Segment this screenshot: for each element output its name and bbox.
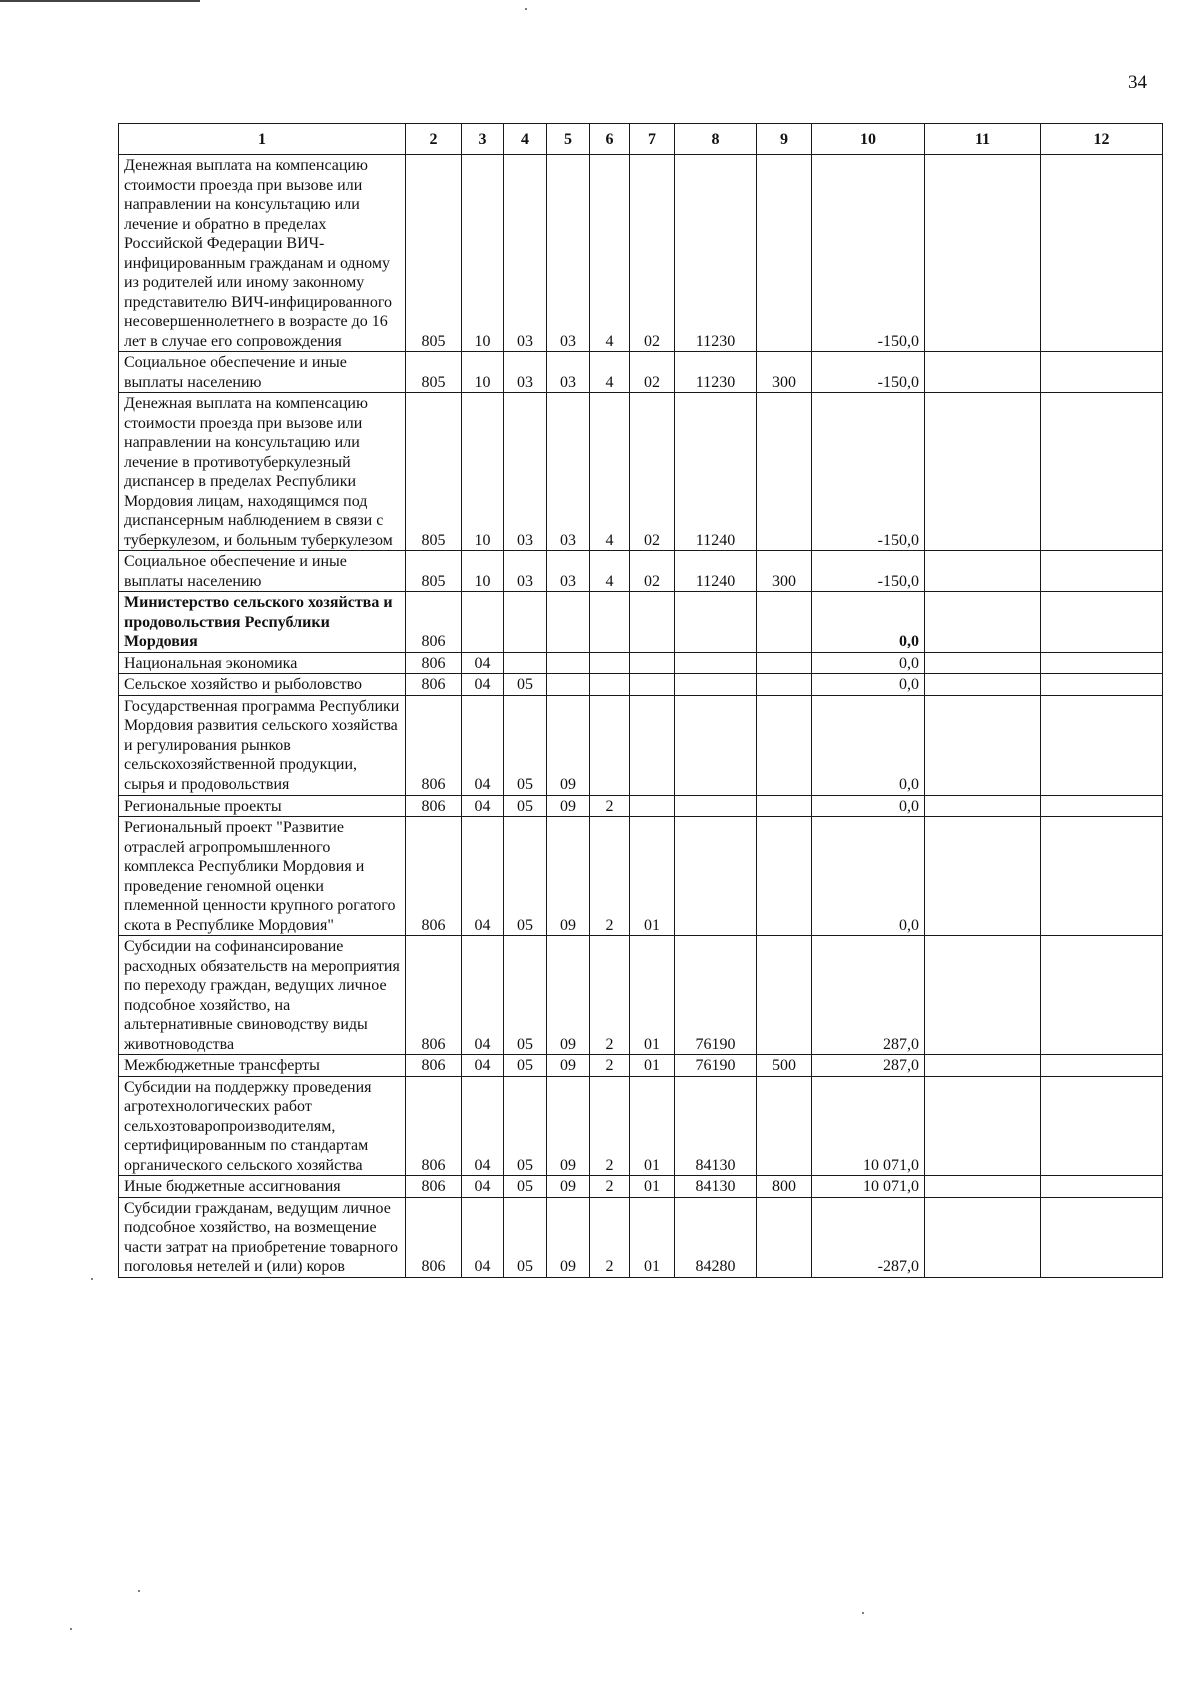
amount-change-cell-11 — [925, 155, 1041, 352]
column-header: 10 — [812, 124, 925, 155]
column-header: 12 — [1041, 124, 1163, 155]
scan-speck — [525, 8, 527, 10]
code-cell-col4: 05 — [504, 1076, 547, 1176]
code-cell-col3 — [462, 592, 504, 653]
code-cell-col9 — [757, 936, 812, 1055]
code-cell-col8 — [675, 592, 757, 653]
amount-change-cell-11 — [925, 936, 1041, 1055]
amount-cell: 0,0 — [812, 592, 925, 653]
code-cell-col3: 04 — [462, 1197, 504, 1277]
table-body — [119, 155, 1163, 1278]
amount-change-cell-11 — [925, 1076, 1041, 1176]
code-cell-col6: 4 — [590, 393, 630, 551]
code-cell-col9 — [757, 1197, 812, 1277]
code-cell-col2: 805 — [406, 155, 462, 352]
code-cell-col4 — [504, 652, 547, 674]
table-row — [119, 695, 1163, 795]
row-name-cell: Межбюджетные трансферты — [119, 1055, 406, 1077]
code-cell-col6 — [590, 674, 630, 696]
column-header: 9 — [757, 124, 812, 155]
code-cell-col4: 05 — [504, 1197, 547, 1277]
code-cell-col9 — [757, 674, 812, 696]
row-name-cell: Министерство сельского хозяйства и продовольствия Республики Мордовия — [119, 592, 406, 653]
code-cell-col7 — [630, 795, 675, 817]
amount-change-cell-12 — [1041, 1176, 1163, 1198]
amount-change-cell-12 — [1041, 1055, 1163, 1077]
code-cell-col2: 805 — [406, 393, 462, 551]
code-cell-col2: 806 — [406, 1197, 462, 1277]
code-cell-col6: 2 — [590, 936, 630, 1055]
column-header: 1 — [119, 124, 406, 155]
code-cell-col9 — [757, 155, 812, 352]
code-cell-col7 — [630, 592, 675, 653]
scan-speck — [70, 1628, 72, 1630]
scan-speck — [91, 1278, 93, 1280]
code-cell-col9: 800 — [757, 1176, 812, 1198]
code-cell-col3: 04 — [462, 695, 504, 795]
code-cell-col9 — [757, 1076, 812, 1176]
code-cell-col8: 84130 — [675, 1176, 757, 1198]
row-name-cell: Национальная экономика — [119, 652, 406, 674]
code-cell-col8: 84280 — [675, 1197, 757, 1277]
code-cell-col4: 05 — [504, 936, 547, 1055]
code-cell-col6: 4 — [590, 551, 630, 592]
amount-change-cell-12 — [1041, 393, 1163, 551]
code-cell-col2: 806 — [406, 592, 462, 653]
code-cell-col8: 11240 — [675, 393, 757, 551]
code-cell-col9: 300 — [757, 352, 812, 393]
table-row — [119, 1076, 1163, 1176]
table-row — [119, 795, 1163, 817]
amount-change-cell-12 — [1041, 652, 1163, 674]
code-cell-col7: 02 — [630, 551, 675, 592]
code-cell-col2: 806 — [406, 795, 462, 817]
row-name-cell: Региональные проекты — [119, 795, 406, 817]
table-row — [119, 352, 1163, 393]
code-cell-col9: 500 — [757, 1055, 812, 1077]
code-cell-col2: 806 — [406, 817, 462, 936]
code-cell-col9 — [757, 592, 812, 653]
column-header: 3 — [462, 124, 504, 155]
code-cell-col8: 84130 — [675, 1076, 757, 1176]
code-cell-col5: 03 — [547, 551, 590, 592]
code-cell-col5: 03 — [547, 352, 590, 393]
code-cell-col4: 03 — [504, 393, 547, 551]
code-cell-col7 — [630, 674, 675, 696]
row-name-cell: Сельское хозяйство и рыболовство — [119, 674, 406, 696]
amount-cell: 287,0 — [812, 1055, 925, 1077]
code-cell-col4: 03 — [504, 155, 547, 352]
code-cell-col2: 806 — [406, 695, 462, 795]
row-name-cell: Субсидии на поддержку проведения агротехнологических работ сельхозтоваропроизводителям, сертифицированным по стандартам органического сельского хозяйства — [119, 1076, 406, 1176]
code-cell-col6: 2 — [590, 795, 630, 817]
code-cell-col3: 10 — [462, 393, 504, 551]
amount-change-cell-11 — [925, 695, 1041, 795]
amount-cell: 0,0 — [812, 795, 925, 817]
code-cell-col3: 04 — [462, 936, 504, 1055]
code-cell-col2: 806 — [406, 674, 462, 696]
amount-cell: -150,0 — [812, 393, 925, 551]
table-row — [119, 1055, 1163, 1077]
amount-change-cell-11 — [925, 393, 1041, 551]
code-cell-col8 — [675, 695, 757, 795]
code-cell-col8: 11240 — [675, 551, 757, 592]
column-header: 5 — [547, 124, 590, 155]
code-cell-col4: 05 — [504, 1176, 547, 1198]
code-cell-col9 — [757, 695, 812, 795]
code-cell-col6: 2 — [590, 1176, 630, 1198]
amount-change-cell-11 — [925, 1055, 1041, 1077]
code-cell-col5: 03 — [547, 155, 590, 352]
code-cell-col8 — [675, 652, 757, 674]
amount-change-cell-11 — [925, 551, 1041, 592]
code-cell-col4: 05 — [504, 817, 547, 936]
code-cell-col3: 10 — [462, 551, 504, 592]
code-cell-col4: 05 — [504, 1055, 547, 1077]
code-cell-col8: 11230 — [675, 352, 757, 393]
column-header: 6 — [590, 124, 630, 155]
code-cell-col8 — [675, 674, 757, 696]
amount-change-cell-12 — [1041, 1076, 1163, 1176]
table-row — [119, 1176, 1163, 1198]
amount-cell: -287,0 — [812, 1197, 925, 1277]
code-cell-col7: 01 — [630, 1197, 675, 1277]
column-header: 7 — [630, 124, 675, 155]
amount-change-cell-11 — [925, 674, 1041, 696]
code-cell-col7: 01 — [630, 1076, 675, 1176]
table-row — [119, 817, 1163, 936]
code-cell-col3: 10 — [462, 155, 504, 352]
amount-change-cell-11 — [925, 592, 1041, 653]
code-cell-col7: 01 — [630, 1055, 675, 1077]
code-cell-col3: 04 — [462, 817, 504, 936]
table-row — [119, 551, 1163, 592]
code-cell-col2: 806 — [406, 1055, 462, 1077]
amount-cell: 0,0 — [812, 674, 925, 696]
table-row — [119, 652, 1163, 674]
code-cell-col9 — [757, 795, 812, 817]
amount-change-cell-12 — [1041, 795, 1163, 817]
code-cell-col6 — [590, 652, 630, 674]
amount-change-cell-12 — [1041, 155, 1163, 352]
amount-cell: 10 071,0 — [812, 1076, 925, 1176]
code-cell-col8: 76190 — [675, 936, 757, 1055]
code-cell-col3: 04 — [462, 795, 504, 817]
code-cell-col7: 01 — [630, 817, 675, 936]
code-cell-col9 — [757, 393, 812, 551]
table-row — [119, 674, 1163, 696]
column-header: 4 — [504, 124, 547, 155]
amount-cell: -150,0 — [812, 551, 925, 592]
code-cell-col3: 04 — [462, 674, 504, 696]
code-cell-col9: 300 — [757, 551, 812, 592]
column-header: 8 — [675, 124, 757, 155]
row-name-cell: Иные бюджетные ассигнования — [119, 1176, 406, 1198]
code-cell-col8: 76190 — [675, 1055, 757, 1077]
amount-change-cell-12 — [1041, 695, 1163, 795]
row-name-cell: Социальное обеспечение и иные выплаты населению — [119, 551, 406, 592]
code-cell-col6: 2 — [590, 1055, 630, 1077]
amount-change-cell-12 — [1041, 352, 1163, 393]
code-cell-col7: 02 — [630, 155, 675, 352]
amount-change-cell-11 — [925, 795, 1041, 817]
page-number: 34 — [1128, 72, 1147, 93]
code-cell-col2: 806 — [406, 936, 462, 1055]
row-name-cell: Социальное обеспечение и иные выплаты населению — [119, 352, 406, 393]
amount-change-cell-12 — [1041, 551, 1163, 592]
amount-change-cell-11 — [925, 352, 1041, 393]
amount-change-cell-12 — [1041, 936, 1163, 1055]
code-cell-col2: 805 — [406, 551, 462, 592]
code-cell-col8 — [675, 817, 757, 936]
amount-cell: 287,0 — [812, 936, 925, 1055]
row-name-cell: Денежная выплата на компенсацию стоимости проезда при вызове или направлении на консультацию или лечение в противотуберкулезный диспансер в пределах Республики Мордовия лицам, находящимся под диспансерным наблюдением в связи с туберкулезом, и больным туберкулезом — [119, 393, 406, 551]
code-cell-col7: 01 — [630, 1176, 675, 1198]
code-cell-col3: 04 — [462, 652, 504, 674]
code-cell-col2: 806 — [406, 652, 462, 674]
amount-cell: 0,0 — [812, 817, 925, 936]
table-header-row — [119, 124, 1163, 155]
table-row — [119, 1197, 1163, 1277]
code-cell-col5: 03 — [547, 393, 590, 551]
code-cell-col4: 05 — [504, 695, 547, 795]
scan-speck — [862, 1612, 864, 1614]
row-name-cell: Денежная выплата на компенсацию стоимости проезда при вызове или направлении на консультацию или лечение и обратно в пределах Российской Федерации ВИЧ-инфицированным гражданам и одному из родителей или иному законному представителю ВИЧ-инфицированного несовершеннолетнего в возрасте до 16 лет в случае его сопровождения — [119, 155, 406, 352]
code-cell-col5: 09 — [547, 1055, 590, 1077]
code-cell-col5 — [547, 674, 590, 696]
code-cell-col9 — [757, 652, 812, 674]
code-cell-col3: 10 — [462, 352, 504, 393]
code-cell-col3: 04 — [462, 1176, 504, 1198]
code-cell-col5: 09 — [547, 817, 590, 936]
scan-edge-mark — [0, 0, 200, 2]
table-row — [119, 592, 1163, 653]
code-cell-col2: 805 — [406, 352, 462, 393]
row-name-cell: Субсидии на софинансирование расходных обязательств на мероприятия по переходу граждан, ведущих личное подсобное хозяйство, на альтернативные свиноводству виды животноводства — [119, 936, 406, 1055]
code-cell-col7 — [630, 652, 675, 674]
code-cell-col5: 09 — [547, 1076, 590, 1176]
row-name-cell: Государственная программа Республики Мордовия развития сельского хозяйства и регулирования рынков сельскохозяйственной продукции, сырья и продовольствия — [119, 695, 406, 795]
code-cell-col7: 02 — [630, 393, 675, 551]
scan-speck — [138, 1590, 140, 1592]
code-cell-col7: 01 — [630, 936, 675, 1055]
code-cell-col7: 02 — [630, 352, 675, 393]
amount-change-cell-11 — [925, 817, 1041, 936]
amount-change-cell-12 — [1041, 817, 1163, 936]
amount-change-cell-12 — [1041, 674, 1163, 696]
code-cell-col6: 2 — [590, 817, 630, 936]
amount-cell: 0,0 — [812, 652, 925, 674]
code-cell-col4: 03 — [504, 352, 547, 393]
amount-cell: 0,0 — [812, 695, 925, 795]
row-name-cell: Субсидии гражданам, ведущим личное подсобное хозяйство, на возмещение части затрат на приобретение товарного поголовья нетелей и (или) коров — [119, 1197, 406, 1277]
code-cell-col5: 09 — [547, 1176, 590, 1198]
code-cell-col5: 09 — [547, 1197, 590, 1277]
code-cell-col5 — [547, 652, 590, 674]
amount-change-cell-12 — [1041, 592, 1163, 653]
code-cell-col9 — [757, 817, 812, 936]
row-name-cell: Региональный проект "Развитие отраслей агропромышленного комплекса Республики Мордовия и проведение геномной оценки племенной ценности крупного рогатого скота в Республике Мордовия" — [119, 817, 406, 936]
code-cell-col5: 09 — [547, 936, 590, 1055]
code-cell-col2: 806 — [406, 1176, 462, 1198]
table-row — [119, 155, 1163, 352]
code-cell-col4: 05 — [504, 795, 547, 817]
table-row — [119, 936, 1163, 1055]
amount-cell: -150,0 — [812, 352, 925, 393]
table-row — [119, 393, 1163, 551]
code-cell-col5 — [547, 592, 590, 653]
code-cell-col6 — [590, 592, 630, 653]
code-cell-col6 — [590, 695, 630, 795]
code-cell-col4 — [504, 592, 547, 653]
amount-change-cell-11 — [925, 652, 1041, 674]
code-cell-col4: 05 — [504, 674, 547, 696]
code-cell-col7 — [630, 695, 675, 795]
code-cell-col6: 4 — [590, 155, 630, 352]
amount-cell: -150,0 — [812, 155, 925, 352]
code-cell-col3: 04 — [462, 1055, 504, 1077]
code-cell-col8: 11230 — [675, 155, 757, 352]
code-cell-col2: 806 — [406, 1076, 462, 1176]
budget-table — [118, 123, 1163, 1278]
amount-change-cell-11 — [925, 1197, 1041, 1277]
code-cell-col6: 2 — [590, 1076, 630, 1176]
code-cell-col6: 2 — [590, 1197, 630, 1277]
column-header: 11 — [925, 124, 1041, 155]
code-cell-col4: 03 — [504, 551, 547, 592]
amount-cell: 10 071,0 — [812, 1176, 925, 1198]
column-header: 2 — [406, 124, 462, 155]
code-cell-col5: 09 — [547, 795, 590, 817]
code-cell-col5: 09 — [547, 695, 590, 795]
amount-change-cell-12 — [1041, 1197, 1163, 1277]
code-cell-col8 — [675, 795, 757, 817]
code-cell-col6: 4 — [590, 352, 630, 393]
code-cell-col3: 04 — [462, 1076, 504, 1176]
amount-change-cell-11 — [925, 1176, 1041, 1198]
